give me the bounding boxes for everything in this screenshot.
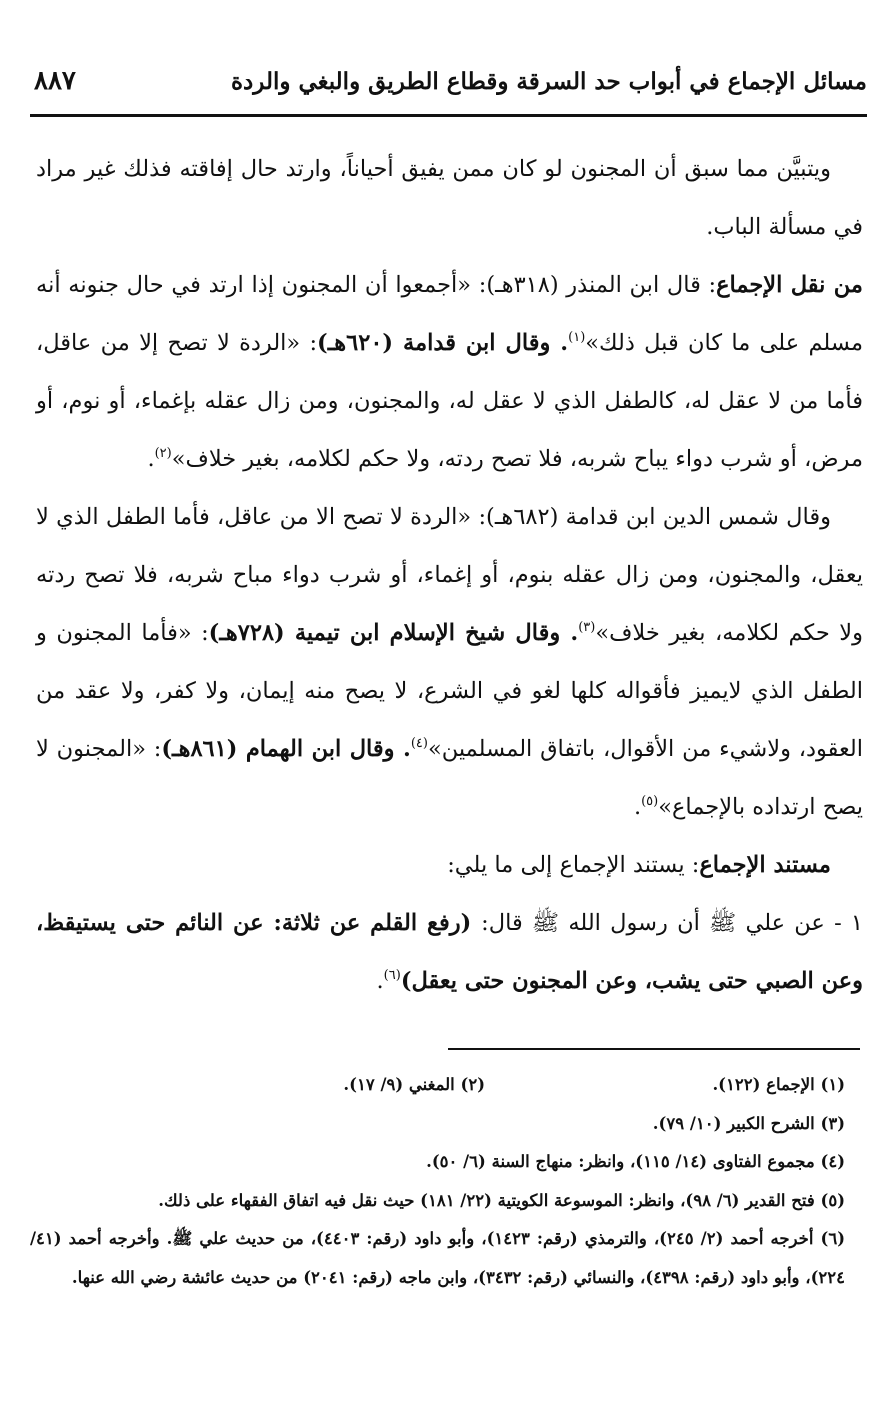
paragraph-hadith (36, 894, 863, 1010)
quote-ibn-almundhir: : قال ابن المنذر (٣١٨هـ): «أجمعوا أن المجنون إذا ارتد في حال جنونه أنه مسلم على ما كان قبل ذلك» (36, 272, 863, 356)
quote-shams-aldin: وقال شمس الدين ابن قدامة (٦٨٢هـ): «الردة لا تصح الا من عاقل، فأما الطفل الذي لا يعقل، والمجنون، ومن زال عقله بنوم، أو إغماء، أو شرب دواء مباح شربه، فلا تصح ردته ولا حكم لكلامه، بغير خلاف» (36, 504, 863, 646)
quote-ibn-alhumam: : «المجنون لا يصح ارتداده بالإجماع» (36, 736, 863, 820)
main-text (36, 140, 863, 1010)
footnote-ref-3: (٣) (578, 620, 596, 635)
paragraph-1 (36, 140, 863, 256)
quote-ibn-qudama: : «الردة لا تصح إلا من عاقل، فأما من لا عقل له، كالطفل الذي لا عقل له، والمجنون، ومن زال عقله بإغماء، أو نوم، أو مرض، أو شرب دواء يباح شربه، فلا تصح ردته، ولا حكم لكلامه، بغير خلاف» (36, 330, 863, 472)
footnotes (30, 1066, 845, 1298)
paragraph-ijma-transmission (36, 256, 863, 488)
hadith-text: (رفع القلم عن ثلاثة: عن النائم حتى يستيقظ، وعن الصبي حتى يشب، وعن المجنون حتى يعقل) (36, 910, 863, 994)
hadith-chain: ١ - عن علي ﷺ أن رسول الله ﷺ قال: (481, 910, 863, 936)
footnote-ref-4: (٤) (410, 736, 428, 751)
footnote-ref-2: (٢) (154, 446, 172, 461)
footnote-ref-6: (٦) (383, 968, 401, 983)
footnote-row-1-2 (30, 1066, 845, 1105)
quote-ibn-taymiyya: : «فأما المجنون و الطفل الذي لايميز فأقواله كلها لغو في الشرع، لا يصح منه إيمان، ولا كفر، ولا عقد من العقود، ولاشيء من الأقوال، باتفاق المسلمين» (36, 620, 863, 762)
page-number: ٨٨٧ (34, 66, 76, 96)
footnote-3: (٣) الشرح الكبير (١٠/ ٧٩). (652, 1113, 845, 1133)
sentence-end: . (147, 446, 155, 472)
page-header (30, 64, 867, 108)
paragraph-ijma-basis (36, 836, 863, 894)
ijma-basis-intro: : يستند الإجماع إلى ما يلي: (447, 852, 700, 878)
footnote-1: (١) الإجماع (١٢٢). (712, 1075, 845, 1094)
footnote-6: (٦) أخرجه أحمد (٢/ ٢٤٥)، والترمذي (رقم: ١٤٢٣)، وأبو داود (رقم: ٤٤٠٣)، من حديث علي ﷺ. وأخرجه أحمد (٤١/ ٢٢٤)، وأبو داود (رقم: ٤٣٩٨)، والنسائي (رقم: ٣٤٣٢)، وابن ماجه (رقم: ٢٠٤١) من حديث عائشة رضي الله عنها. (30, 1229, 846, 1287)
attribution-ibn-alhumam: . وقال ابن الهمام (٨٦١هـ) (161, 736, 411, 762)
footnote-4: (٤) مجموع الفتاوى (١٤/ ١١٥)، وانظر: منهاج السنة (٦/ ٥٠). (426, 1152, 845, 1172)
running-title: مسائل الإجماع في أبواب حد السرقة وقطاع الطريق والبغي والردة (230, 68, 867, 95)
paragraph-3 (36, 488, 863, 836)
section-heading-ijma-basis: مستند الإجماع (699, 852, 831, 878)
attribution-ibn-qudama: . وقال ابن قدامة (٦٢٠هـ) (317, 330, 569, 356)
footnote-ref-5: (٥) (641, 794, 659, 809)
footnote-separator (448, 1048, 860, 1050)
sentence-end: . (633, 794, 642, 820)
footnote-5: (٥) فتح القدير (٦/ ٩٨)، وانظر: الموسوعة الكويتية (٢٢/ ١٨١) حيث نقل فيه اتفاق الفقهاء على ذلك. (158, 1190, 845, 1210)
section-heading-ijma-transmission: من نقل الإجماع (716, 272, 863, 298)
header-rule (30, 114, 867, 117)
sentence-end: . (376, 968, 384, 994)
paragraph-1-text: ويتبيَّن مما سبق أن المجنون لو كان ممن يفيق أحياناً، وارتد حال إفاقته فذلك غير مراد في مسألة الباب. (36, 156, 863, 240)
attribution-ibn-taymiyya: . وقال شيخ الإسلام ابن تيمية (٧٢٨هـ) (208, 620, 579, 646)
footnote-2: (٢) المغني (٩/ ١٧). (343, 1075, 485, 1094)
footnote-ref-1: (١) (568, 330, 586, 345)
